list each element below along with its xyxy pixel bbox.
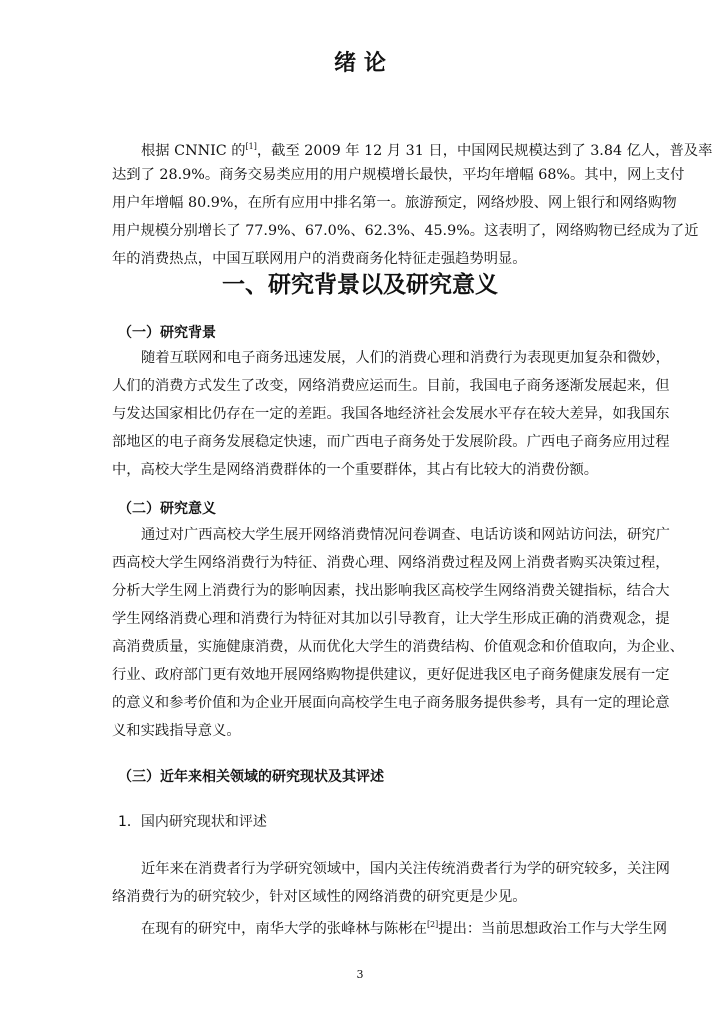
text-line: 通过对广西高校大学生展开网络消费情况问卷调查、电话访谈和网站访问法，研究广 <box>141 527 670 543</box>
section-paragraph <box>112 521 684 745</box>
text-line: 达到了 28.9%。商务交易类应用的用户规模增长最快，平均年增幅 68%。其中，网上支付 <box>112 167 685 183</box>
chapter-heading: 一、研究背景以及研究意义 <box>222 272 498 298</box>
text-line: 随着互联网和电子商务迅速发展，人们的消费心理和消费行为表现更加复杂和微妙， <box>141 350 670 366</box>
intro-paragraph <box>112 133 713 273</box>
section-paragraph <box>112 344 670 484</box>
text-line: 与发达国家相比仍存在一定的差距。我国各地经济社会发展水平存在较大差异，如我国东 <box>112 406 670 422</box>
text-line: 用户规模分别增长了 77.9%、67.0%、62.3%、45.9%。这表明了，网络购物已经成为了近 <box>112 223 699 239</box>
section-paragraph <box>112 855 670 939</box>
text-line: 行业、政府部门更有效地开展网络购物提供建议，更好促进我区电子商务健康发展有一定 <box>112 667 670 683</box>
text-line: 西高校大学生网络消费行为特征、消费心理、网络消费过程及网上消费者购买决策过程， <box>112 555 670 571</box>
text-line <box>112 133 713 161</box>
section-heading: （三）近年来相关领域的研究现状及其评述 <box>118 769 384 785</box>
text-line: 络消费行为的研究较少，针对区域性的网络消费的研究更是少见。 <box>112 889 527 905</box>
section-heading: （二）研究意义 <box>118 501 216 517</box>
text-line: 年的消费热点，中国互联网用户的消费商务化特征走强趋势明显。 <box>112 251 527 267</box>
text-line: 部地区的电子商务发展稳定快速，而广西电子商务处于发展阶段。广西电子商务应用过程 <box>112 434 670 450</box>
text: 在现有的研究中，南华大学的张峰林与陈彬在 <box>141 921 427 937</box>
text: ，截至 2009 年 12 月 31 日，中国网民规模达到了 3.84 亿人，普及率 <box>256 143 713 159</box>
page-number: 3 <box>356 968 364 981</box>
text-line: 近年来在消费者行为学研究领域中，国内关注传统消费者行为学的研究较多，关注网 <box>141 861 670 877</box>
text-line: 人们的消费方式发生了改变，网络消费应运而生。目前，我国电子商务逐渐发展起来，但 <box>112 378 670 394</box>
text-line: 的意义和参考价值和为企业开展面向高校学生电子商务服务提供参考，具有一定的理论意 <box>112 695 670 711</box>
section-heading: （一）研究背景 <box>118 325 216 341</box>
text-line: 分析大学生网上消费行为的影响因素，找出影响我区高校学生网络消费关键指标，结合大 <box>112 583 670 599</box>
citation: [2] <box>426 920 439 929</box>
subsection-heading: 1．国内研究现状和评述 <box>118 814 267 830</box>
text-line: 高消费质量，实施健康消费，从而优化大学生的消费结构、价值观念和价值取向，为企业、 <box>112 639 684 655</box>
text-line: 义和实践指导意义。 <box>112 723 241 739</box>
text: 提出：当前思想政治工作与大学生网 <box>438 921 668 937</box>
text-line: 学生网络消费心理和消费行为特征对其加以引导教育，让大学生形成正确的消费观念，提 <box>112 611 670 627</box>
text-line: 用户年增幅 80.9%，在所有应用中排名第一。旅游预定，网络炒股、网上银行和网络购物 <box>112 195 677 211</box>
document-title: 绪 论 <box>334 51 386 76</box>
text-line <box>112 911 668 939</box>
text-line: 中，高校大学生是网络消费群体的一个重要群体，其占有比较大的消费份额。 <box>112 462 599 478</box>
citation: [1] <box>245 142 257 151</box>
text: 根据 CNNIC 的 <box>141 143 246 159</box>
